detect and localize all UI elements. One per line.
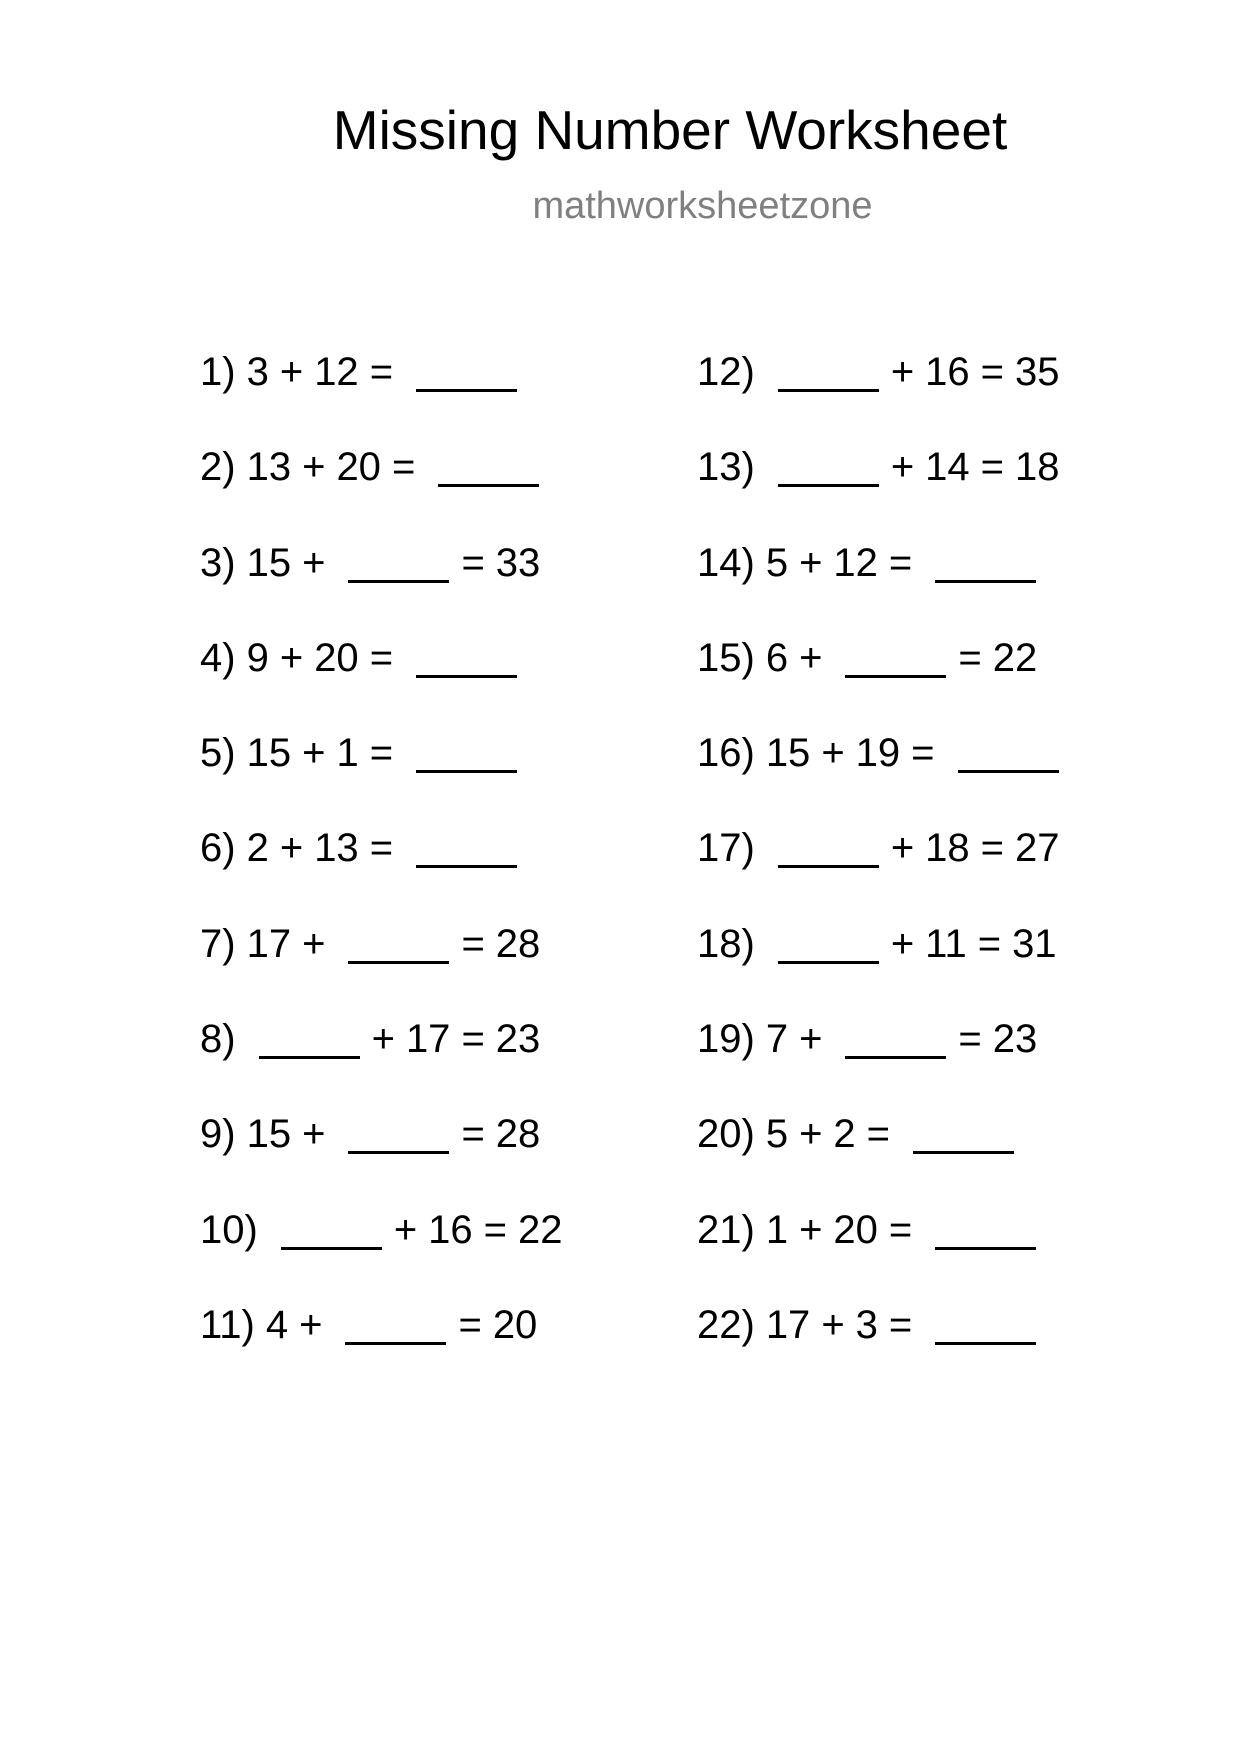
answer-blank[interactable] [935,1213,1036,1250]
result: 33 [495,540,541,585]
result: 23 [992,1017,1038,1062]
problems-column-right [697,348,1071,1396]
operand-a: 1 [765,1207,789,1252]
problem-number: 15) [697,635,755,680]
operand-a: 15 [246,731,292,776]
equals-sign: = [461,540,485,585]
operand-a: 15 [246,1112,292,1157]
problem-number: 6) [200,826,236,871]
problem-number: 21) [697,1207,755,1252]
operand-b: 12 [314,350,359,394]
problem-number: 20) [697,1112,755,1157]
problem-row [697,443,1071,538]
plus-operator: + [890,350,915,394]
answer-blank[interactable] [778,355,879,392]
problem-number: 10) [200,1207,258,1252]
problem-number: 13) [697,445,755,490]
answer-blank[interactable] [845,1022,946,1059]
result: 31 [1012,921,1057,966]
result: 18 [1015,445,1060,490]
problem-number: 11) [200,1302,255,1347]
problem-row [200,1110,563,1205]
operand-a: 7 [765,1017,789,1062]
equals-sign: = [461,1112,485,1157]
plus-operator: + [799,1112,823,1157]
equals-sign: = [888,540,913,585]
equals-sign: = [461,1017,485,1062]
operand-b: 1 [336,731,359,776]
answer-blank[interactable] [345,1308,446,1345]
problem-number: 7) [200,921,236,966]
problem-row [200,920,563,1015]
result: 22 [992,635,1038,680]
result: 20 [492,1302,538,1347]
answer-blank[interactable] [778,831,879,868]
operand-a: 3 [246,350,269,394]
answer-blank[interactable] [935,546,1036,583]
operand-b: 17 [405,1017,451,1062]
operand-a: 15 [246,540,292,585]
plus-operator: + [302,921,326,966]
problem-row [697,824,1071,919]
problem-number: 5) [200,731,236,776]
answer-blank[interactable] [348,546,449,583]
operand-b: 20 [314,635,359,680]
answer-blank[interactable] [281,1213,382,1250]
problem-row [697,1206,1071,1301]
answer-blank[interactable] [778,450,879,487]
problem-row [200,539,563,634]
equals-sign: = [369,635,394,680]
problem-number: 3) [200,540,236,585]
plus-operator: + [890,445,915,490]
problem-row [200,824,563,919]
plus-operator: + [890,921,915,966]
plus-operator: + [299,1302,323,1347]
equals-sign: = [369,350,394,394]
plus-operator: + [821,731,845,776]
answer-blank[interactable] [438,450,539,487]
operand-a: 9 [246,635,269,680]
equals-sign: = [980,826,1005,871]
answer-blank[interactable] [416,355,517,392]
equals-sign: = [369,826,394,871]
operand-b: 20 [336,445,381,490]
equals-sign: = [980,445,1005,490]
answer-blank[interactable] [259,1022,360,1059]
plus-operator: + [279,826,304,871]
problem-row [697,348,1071,443]
operand-b: 12 [833,540,878,585]
plus-operator: + [302,731,326,776]
operand-b: 14 [925,445,970,490]
problem-row [697,729,1071,824]
answer-blank[interactable] [416,641,517,678]
equals-sign: = [888,1302,913,1347]
problem-row [697,920,1071,1015]
worksheet-source: mathworksheetzone [532,185,873,227]
result: 22 [518,1207,563,1252]
plus-operator: + [890,826,915,871]
operand-b: 16 [428,1207,473,1252]
problem-row [200,634,563,729]
answer-blank[interactable] [778,927,879,964]
equals-sign: = [866,1112,891,1157]
equals-sign: = [958,1017,982,1062]
operand-b: 2 [833,1112,856,1157]
operand-a: 5 [765,540,789,585]
problem-row [200,1301,563,1396]
answer-blank[interactable] [958,736,1059,773]
problem-number: 19) [697,1017,755,1062]
problem-number: 22) [697,1302,755,1347]
answer-blank[interactable] [348,1117,449,1154]
operand-a: 17 [246,921,292,966]
plus-operator: + [279,635,304,680]
equals-sign: = [391,445,416,490]
equals-sign: = [958,635,982,680]
plus-operator: + [799,635,823,680]
operand-a: 4 [265,1302,289,1347]
operand-b: 19 [855,731,901,776]
answer-blank[interactable] [845,641,946,678]
problem-number: 12) [697,350,755,394]
equals-sign: = [483,1207,508,1252]
answer-blank[interactable] [935,1308,1036,1345]
operand-b: 11 [925,921,967,966]
operand-b: 3 [855,1302,878,1347]
answer-blank[interactable] [416,736,517,773]
problem-number: 2) [200,445,236,490]
problem-number: 14) [697,540,755,585]
problem-row [697,634,1071,729]
operand-b: 13 [314,826,359,871]
equals-sign: = [911,731,935,776]
operand-a: 13 [246,445,292,490]
problem-row [697,1301,1071,1396]
operand-b: 18 [925,826,970,871]
operand-a: 17 [765,1302,811,1347]
plus-operator: + [393,1207,418,1252]
operand-b: 16 [925,350,970,394]
plus-operator: + [371,1017,395,1062]
problem-number: 4) [200,635,236,680]
equals-sign: = [980,350,1005,394]
problem-row [200,1015,563,1110]
problem-row [697,539,1071,634]
problem-row [200,443,563,538]
problem-number: 1) [200,350,236,394]
operand-a: 5 [765,1112,789,1157]
plus-operator: + [279,350,304,394]
problem-number: 9) [200,1112,236,1157]
problem-row [697,1110,1071,1205]
operand-a: 15 [765,731,811,776]
equals-sign: = [369,731,394,776]
problems-column-left [200,348,563,1396]
problem-number: 8) [200,1017,236,1062]
equals-sign: = [461,921,485,966]
operand-a: 2 [246,826,269,871]
plus-operator: + [302,445,326,490]
result: 35 [1015,350,1060,394]
problem-number: 18) [697,921,755,966]
operand-a: 6 [765,635,789,680]
worksheet-title: Missing Number Worksheet [332,99,1008,161]
result: 28 [495,1112,541,1157]
problem-row [200,348,563,443]
plus-operator: + [799,1017,823,1062]
result: 23 [495,1017,541,1062]
plus-operator: + [302,1112,326,1157]
problem-number: 16) [697,731,755,776]
answer-blank[interactable] [416,831,517,868]
problem-row [200,729,563,824]
plus-operator: + [302,540,326,585]
problem-number: 17) [697,826,755,871]
equals-sign: = [888,1207,913,1252]
equals-sign: = [458,1302,482,1347]
operand-b: 20 [833,1207,878,1252]
plus-operator: + [799,1207,823,1252]
problem-row [697,1015,1071,1110]
answer-blank[interactable] [913,1117,1014,1154]
answer-blank[interactable] [348,927,449,964]
result: 28 [495,921,541,966]
equals-sign: = [977,921,1002,966]
plus-operator: + [799,540,823,585]
problem-row [200,1206,563,1301]
result: 27 [1015,826,1060,871]
plus-operator: + [821,1302,845,1347]
